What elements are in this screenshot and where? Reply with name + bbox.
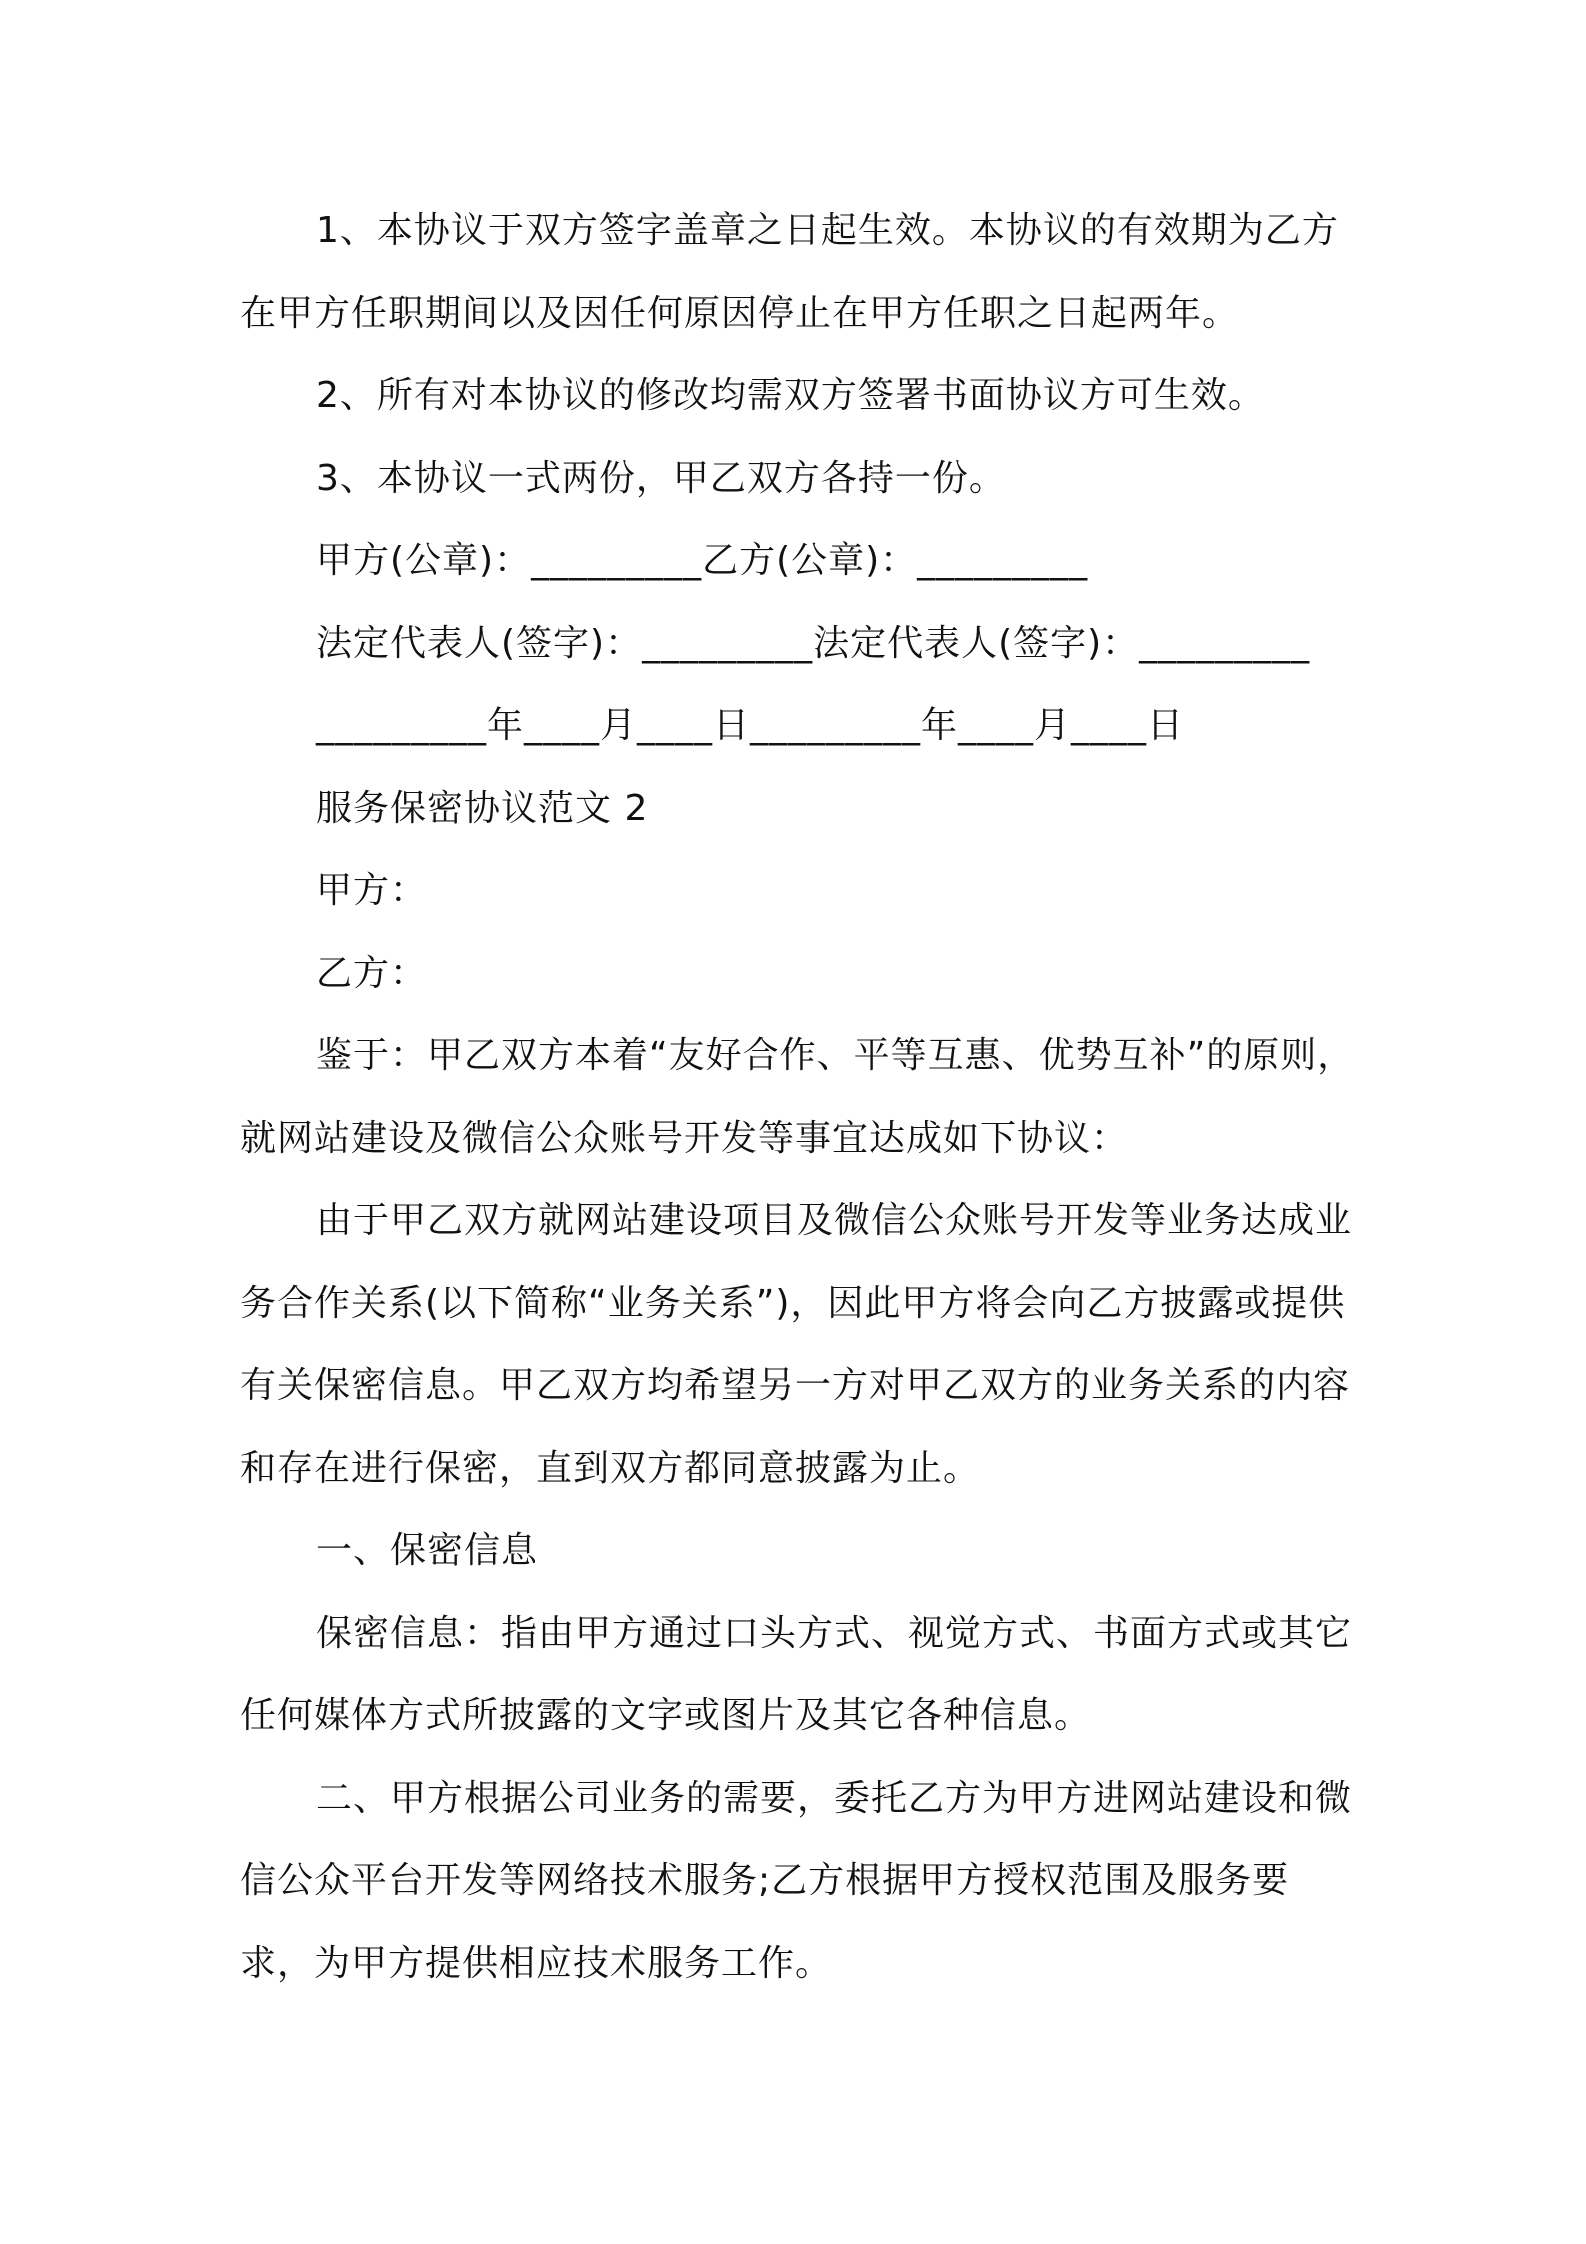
service-scope-paragraph: 二、甲方根据公司业务的需要，委托乙方为甲方进网站建设和微信公众平台开发等网络技术服务;乙方根据甲方授权范围及服务要求，为甲方提供相应技术服务工作。 — [240, 1777, 1353, 1984]
paragraph-amendment: 2、所有对本协议的修改均需双方签署书面协议方可生效。 — [316, 375, 1265, 416]
paragraph-copies: 3、本协议一式两份，甲乙双方各持一份。 — [316, 457, 1006, 499]
definition-paragraph: 保密信息：指由甲方通过口头方式、视觉方式、书面方式或其它任何媒体方式所披露的文字或图片及其它各种信息。 — [240, 1612, 1353, 1736]
signature-date-line: _________年____月____日_________年____月____日 — [316, 705, 1184, 746]
background-paragraph: 由于甲乙双方就网站建设项目及微信公众账号开发等业务达成业务合作关系(以下简称“业务关系”)，因此甲方将会向乙方披露或提供有关保密信息。甲乙双方均希望另一方对甲乙双方的业务关系的内容和存在进行保密，直到双方都同意披露为止。 — [240, 1200, 1353, 1489]
section-title: 服务保密协议范文 2 — [316, 787, 649, 829]
heading-confidential-information: 一、保密信息 — [316, 1530, 539, 1571]
paragraph-effectiveness: 1、本协议于双方签字盖章之日起生效。本协议的有效期为乙方在甲方任职期间以及因任何原因停止在甲方任职之日起两年。 — [240, 210, 1339, 334]
whereas-paragraph: 鉴于：甲乙双方本着“友好合作、平等互惠、优势互补”的原则，就网站建设及微信公众账号开发等事宜达成如下协议： — [240, 1035, 1355, 1159]
party-a-label: 甲方： — [316, 870, 428, 911]
signature-representative-line: 法定代表人(签字)：_________法定代表人(签字)：_________ — [316, 622, 1311, 664]
signature-seal-line: 甲方(公章)：_________乙方(公章)：_________ — [316, 540, 1089, 581]
document-body — [240, 190, 1360, 2005]
party-b-label: 乙方： — [316, 952, 428, 994]
